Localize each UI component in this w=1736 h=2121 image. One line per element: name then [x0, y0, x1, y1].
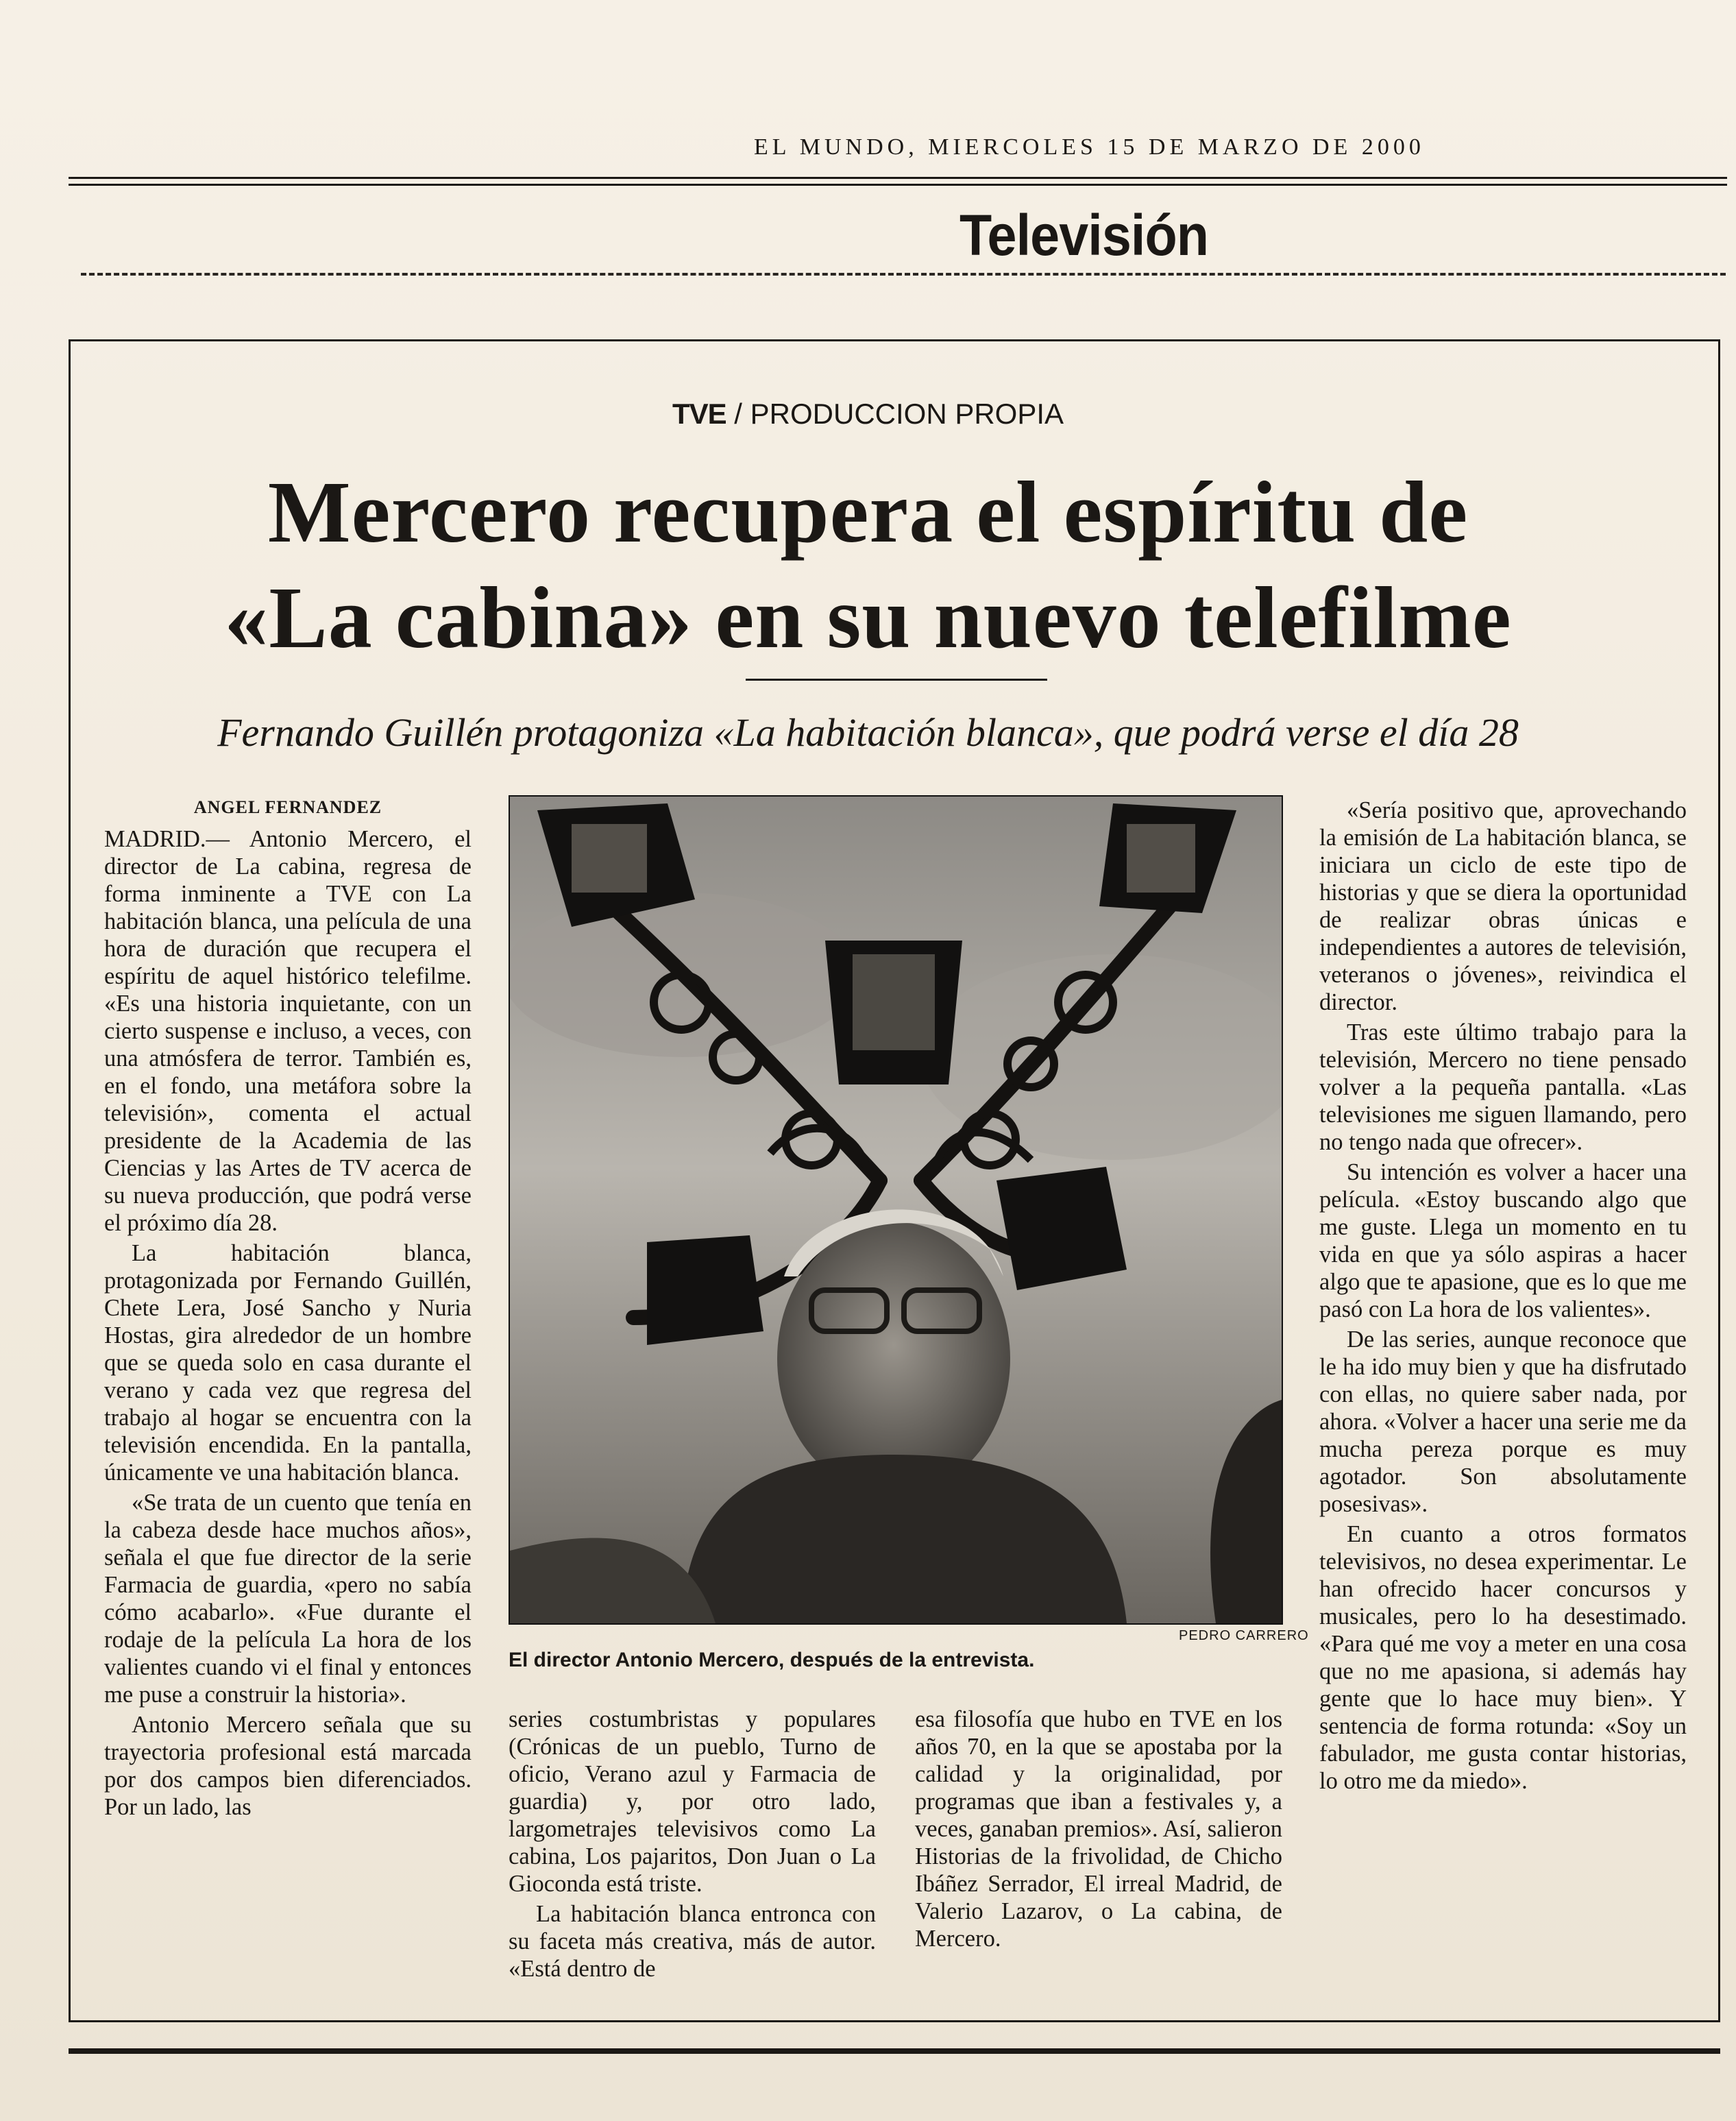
paragraph: La habitación blanca entronca con su faceta más creativa, más de autor. «Está dentro de: [509, 1901, 876, 1982]
photo-caption: El director Antonio Mercero, después de la entrevista.: [509, 1649, 1035, 1671]
photo-credit: PEDRO CARRERO: [1179, 1628, 1309, 1643]
dateline: EL MUNDO, MIERCOLES 15 DE MARZO DE 2000: [754, 134, 1425, 160]
deck: Fernando Guillén protagoniza «La habitación blanca», que podrá verse el día 28: [217, 710, 1519, 755]
photo-image: [510, 797, 1282, 1623]
paragraph: MADRID.— Antonio Mercero, el director de La cabina, regresa de forma inminente a TVE con La habitación blanca, una película de una hora de duración que recupera el espíritu de aquel histórico telefilme. «Es una historia inquietante, con un cierto suspense e incluso, a veces, con una atmósfera de terror. También es, en el fondo, una metáfora sobre la televisión», comenta el actual presidente de la Academia de las Ciencias y las Artes de TV acerca de su nueva producción, que podrá verse el próximo día 28.: [104, 826, 472, 1236]
kicker-strong: TVE: [672, 398, 726, 430]
section-title: Televisión: [959, 203, 1209, 267]
headline-line-2: «La cabina» en su nuevo telefilme: [224, 569, 1512, 666]
column-2: [509, 1706, 876, 1983]
paragraph: Tras este último trabajo para la televisión, Mercero no tiene pensado volver a la pequeña pantalla. «Las televisiones me siguen llamando, pero no tengo nada que ofrecer».: [1319, 1019, 1687, 1155]
paragraph: La habitación blanca, protagonizada por Fernando Guillén, Chete Lera, José Sancho y Nuria Hostas, gira alrededor de un hombre que se queda solo en casa durante el verano y cada vez que regresa del trabajo al hogar se encuentra con la televisión encendida. En la pantalla, únicamente ve una habitación blanca.: [104, 1240, 472, 1486]
header-rule-top: [69, 177, 1727, 179]
column-3: [915, 1706, 1282, 1952]
column-4: [1319, 794, 1687, 1795]
paragraph: esa filosofía que hubo en TVE en los años 70, en la que se apostaba por la calidad y la originalidad, por programas que iban a festivales y, a veces, ganaban premios». Así, salieron Historias de la frivolidad, de Chicho Ibáñez Serrador, El irreal Madrid, de Valerio Lazarov, o La cabina, de Mercero.: [915, 1706, 1282, 1952]
article-photo: [509, 795, 1283, 1625]
paragraph: «Se trata de un cuento que tenía en la cabeza desde hace muchos años», señala el que fue director de la serie Farmacia de guardia, «pero no sabía cómo acabarlo». «Fue durante el rodaje de la película La hora de los valientes cuando vi el final y entonces me puse a construir la historia».: [104, 1490, 472, 1708]
byline: ANGEL FERNANDEZ: [193, 797, 382, 817]
column-1: [104, 794, 472, 1821]
section-dashed-rule: [81, 273, 1726, 276]
paragraph: series costumbristas y populares (Crónicas de un pueblo, Turno de oficio, Verano azul y Farmacia de guardia) y, por otro lado, largometrajes televisivos como La cabina, Los pajaritos, Don Juan o La Gioconda está triste.: [509, 1706, 876, 1897]
paragraph: «Sería positivo que, aprovechando la emisión de La habitación blanca, se iniciara un ciclo de este tipo de historias y que se diera la oportunidad de realizar obras únicas e independientes a autores de televisión, veteranos o jóvenes», reivindica el director.: [1319, 797, 1687, 1015]
paragraph: Antonio Mercero señala que su trayectoria profesional está marcada por dos campos bien diferenciados. Por un lado, las: [104, 1712, 472, 1820]
kicker: [0, 398, 1736, 431]
paragraph: Su intención es volver a hacer una película. «Estoy buscando algo que me guste. Llega un momento en tu vida en que ya sólo aspiras a hacer algo que te apasione, que es lo que me pasó con La hora de los valientes».: [1319, 1159, 1687, 1322]
kicker-rest: / PRODUCCION PROPIA: [726, 398, 1064, 430]
bottom-rule: [69, 2048, 1720, 2054]
headline-line-1: Mercero recupera el espíritu de: [267, 463, 1469, 561]
headline-divider: [746, 679, 1047, 681]
paragraph: En cuanto a otros formatos televisivos, no desea experimentar. Le han ofrecido hacer concursos y musicales, pero lo ha desestimado. «Para qué me voy a meter en una cosa que no me apasiona, si además hay gente que lo hace muy bien». Y sentencia de forma rotunda: «Soy un fabulador, me gusta contar historias, lo otro me da miedo».: [1319, 1521, 1687, 1794]
paragraph: De las series, aunque reconoce que le ha ido muy bien y que ha disfrutado con ellas, no quiere saber nada, por ahora. «Volver a hacer una serie me da mucha pereza porque es muy agotador. Son absolutamente posesivas».: [1319, 1326, 1687, 1517]
header-rule-bottom: [69, 184, 1727, 186]
